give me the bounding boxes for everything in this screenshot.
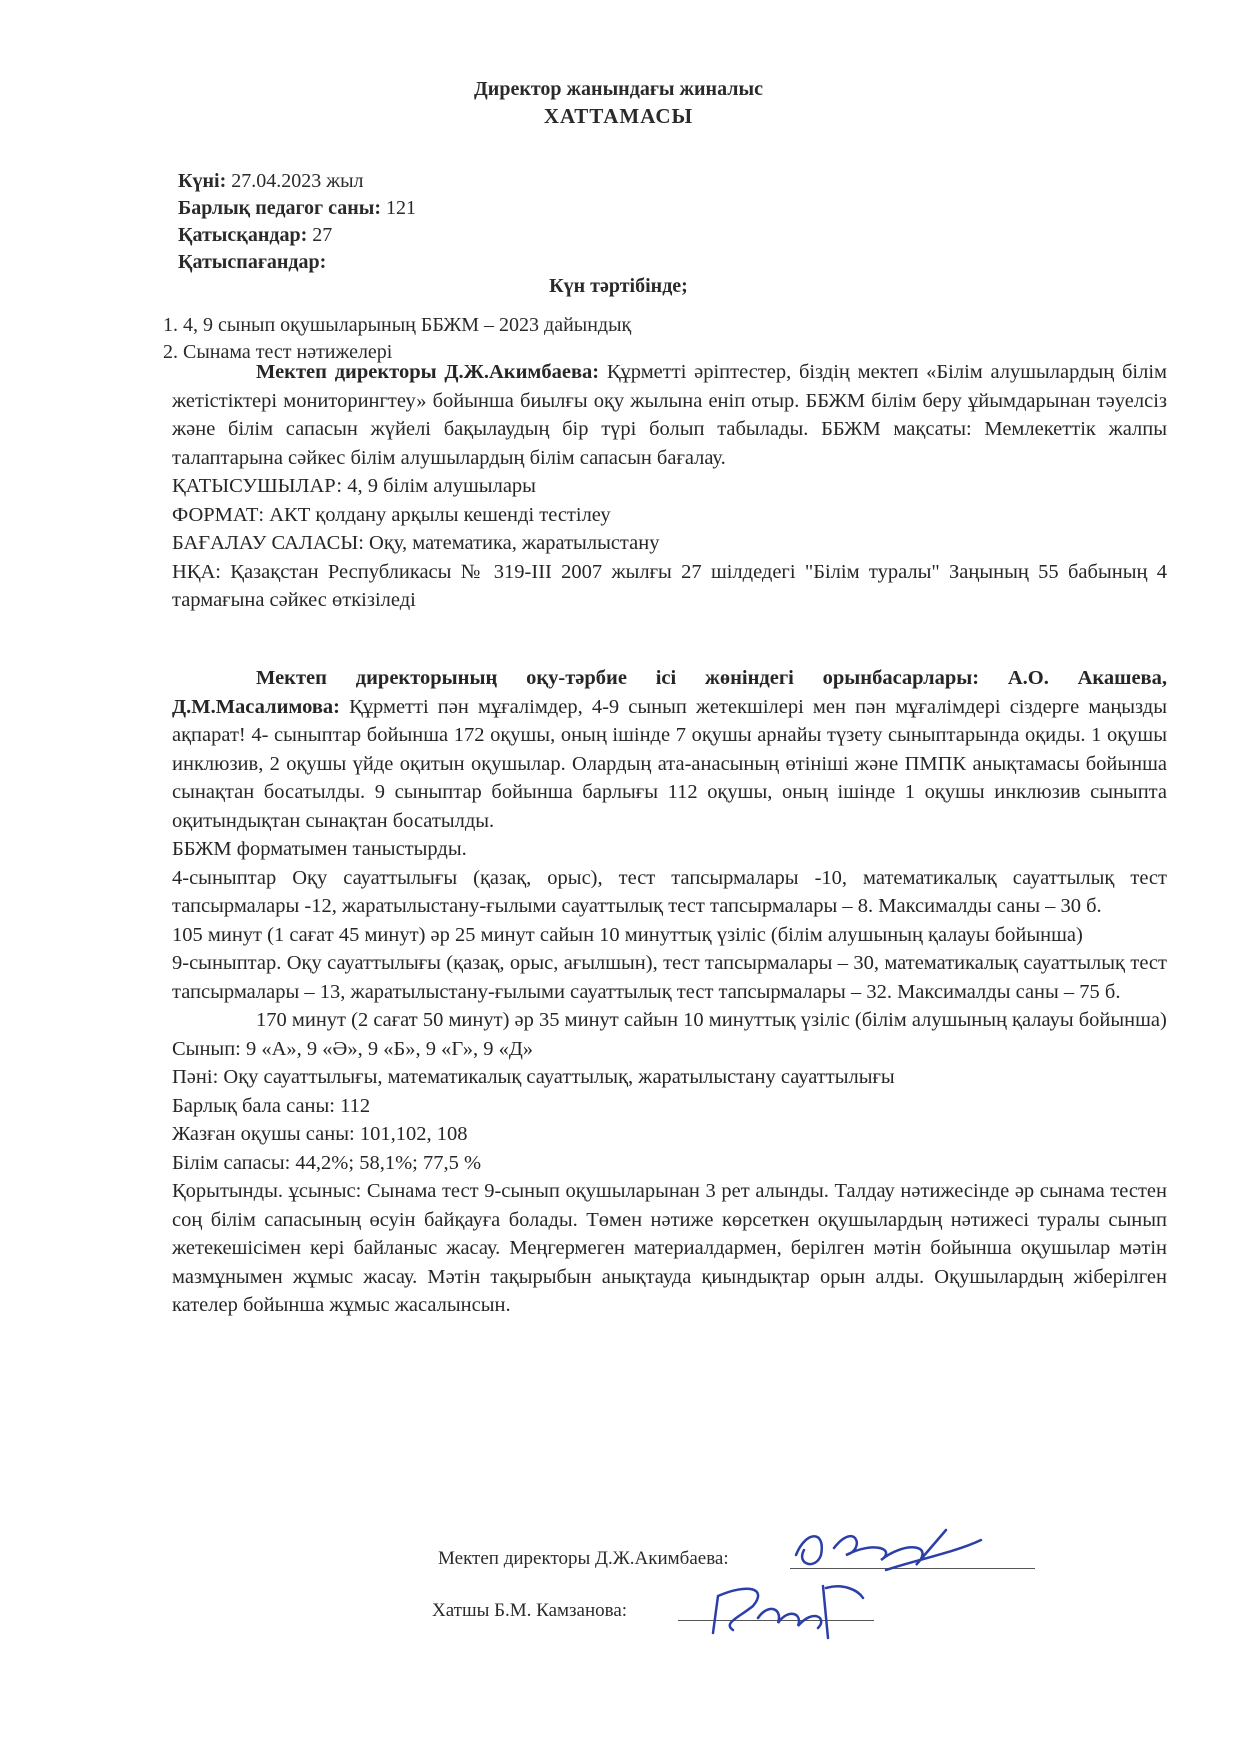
director-signature-label: Мектеп директоры Д.Ж.Акимбаева: xyxy=(438,1548,729,1569)
conclusion-paragraph: Қорытынды. ұсыныс: Сынама тест 9-сынып оқушыларынан 3 рет алынды. Талдау нәтижесінде әр сынама тестен соң білім сапасының өсуін байқауға болады. Төмен нәтиже көрсеткен оқушылардың нәтижесі туралы сынып жетекешісімен кері байланыс жасау. Меңгермеген материалдармен, берілген мәтін бойынша оқушылар мәтін мазмұнымен жұмыс жасау. Мәтін тақырыбын анықтауда қиындықтар орын алды. Оқушылардың жіберілген кателер бойынша жұмыс жасалынсын. xyxy=(172,1180,1167,1316)
classes-line: Сынып: 9 «А», 9 «Ә», 9 «Б», 9 «Г», 9 «Д» xyxy=(172,1037,534,1060)
document-title-line1: Директор жанындағы жиналыс xyxy=(474,78,763,100)
secretary-signature-label: Хатшы Б.М. Камзанова: xyxy=(432,1600,628,1621)
grade4-tasks: 4-сыныптар Оқу сауаттылығы (қазақ, орыс), тест тапсырмалары -10, математикалық сауаттылық тест тапсырмалары -12, жаратылыстану-ғылыми сауаттылық тест тапсырмалары – 8. Максималды саны – 30 б. xyxy=(172,866,1167,917)
director-signature xyxy=(786,1510,986,1580)
agenda-item: 2. Сынама тест нәтижелері xyxy=(163,341,393,363)
director-paragraph xyxy=(172,358,1167,472)
grade9-tasks: 9-сыныптар. Оқу сауаттылығы (қазақ, орыс, ағылшын), тест тапсырмалары – 30, математикалық сауаттылық тест тапсырмалары – 13, жаратылыстану-ғылыми сауаттылық тест тапсырмалары – 32. Максималды саны – 75 б. xyxy=(172,952,1167,1003)
meta-date-label: Күні: xyxy=(178,170,227,192)
quality-line: Білім сапасы: 44,2%; 58,1%; 77,5 % xyxy=(172,1151,482,1174)
subjects-line: Пәні: Оқу сауаттылығы, математикалық сауаттылық, жаратылыстану сауаттылығы xyxy=(172,1066,895,1088)
director-speaker: Мектеп директоры Д.Ж.Акимбаева: xyxy=(256,361,600,383)
deputies-paragraph xyxy=(172,664,1167,835)
meeting-meta xyxy=(178,168,416,276)
meta-present-value: 27 xyxy=(312,224,333,246)
wrote-count-line: Жазған оқушы саны: 101,102, 108 xyxy=(172,1123,468,1145)
director-section xyxy=(172,358,1167,615)
secretary-signature xyxy=(708,1578,868,1648)
meta-absent-row xyxy=(178,249,416,276)
meta-total-row xyxy=(178,195,416,222)
total-children-line: Барлық бала саны: 112 xyxy=(172,1094,371,1117)
agenda-item: 1. 4, 9 сынып оқушыларының ББЖМ – 2023 дайындық xyxy=(163,314,632,336)
document-title-line2: ХАТТАМАСЫ xyxy=(543,104,694,128)
grade4-time: 105 минут (1 сағат 45 минут) әр 25 минут сайын 10 минуттық үзіліс (білім алушының қалауы бойынша) xyxy=(172,923,1083,946)
deputies-section xyxy=(172,664,1167,1320)
deputies-speech: Құрметті пән мұғалімдер, 4-9 сынып жетекшілері мен пән мұғалімдері сіздерге маңызды ақпарат! 4- сыныптар бойынша 172 оқушы, оның ішінде 7 оқушы арнайы түзету сыныптарында оқиды. 1 оқушы инклюзив, 2 оқушы үйде оқитын оқушылар. Олардың ата-анасының өтініші және ПМПК анықтамасы бойынша сынақтан босатылды. 9 сыныптар бойынша барлығы 112 оқушы, оның ішінде 1 оқушы инклюзив сыныпта оқитындықтан сынақтан босатылды. xyxy=(172,695,1167,832)
deputies-speaker: Мектеп директорының оқу-тәрбие ісі жөніндегі орынбасарлары: А.О. Акашева, Д.М.Масалимова: xyxy=(172,667,1167,718)
meta-total-value: 121 xyxy=(386,197,417,219)
meta-present-row xyxy=(178,222,416,249)
legal-basis-line: НҚА: Қазақстан Республикасы № 319-III 2007 жылғы 27 шілдедегі "Білім туралы" Заңының 55 бабының 4 тармағына сәйкес өткізіледі xyxy=(172,560,1167,611)
agenda-title: Күн тәртібінде; xyxy=(549,275,688,297)
meta-absent-label: Қатыспағандар: xyxy=(178,251,327,273)
meta-date-row xyxy=(178,168,416,195)
meta-present-label: Қатысқандар: xyxy=(178,224,308,246)
meta-date-value: 27.04.2023 жыл xyxy=(231,170,364,192)
format-line: ФОРМАТ: АКТ қолдану арқылы кешенді тестілеу xyxy=(172,503,611,526)
assessment-area-line: БАҒАЛАУ САЛАСЫ: Оқу, математика, жаратылыстану xyxy=(172,532,660,554)
grade9-time: 170 минут (2 сағат 50 минут) әр 35 минут сайын 10 минуттық үзіліс (білім алушының қалауы бойынша) xyxy=(256,1009,1167,1031)
format-familiarized-line: ББЖМ форматымен таныстырды. xyxy=(172,838,467,860)
meta-total-label: Барлық педагог саны: xyxy=(178,197,382,219)
participants-line: ҚАТЫСУШЫЛАР: 4, 9 білім алушылары xyxy=(172,475,536,497)
director-speech: Құрметті әріптестер, біздің мектеп «Білім алушылардың білім жетістіктері мониторингтеу» бойынша биылғы оқу жылына еніп отыр. ББЖМ білім беру ұйымдарынан тәуелсіз және білім сапасын жүйелі бақылаудың бір түрі болып табылады. ББЖМ мақсаты: Мемлекеттік жалпы талаптарына сәйкес білім алушылардың білім сапасын бағалау. xyxy=(172,361,1167,469)
